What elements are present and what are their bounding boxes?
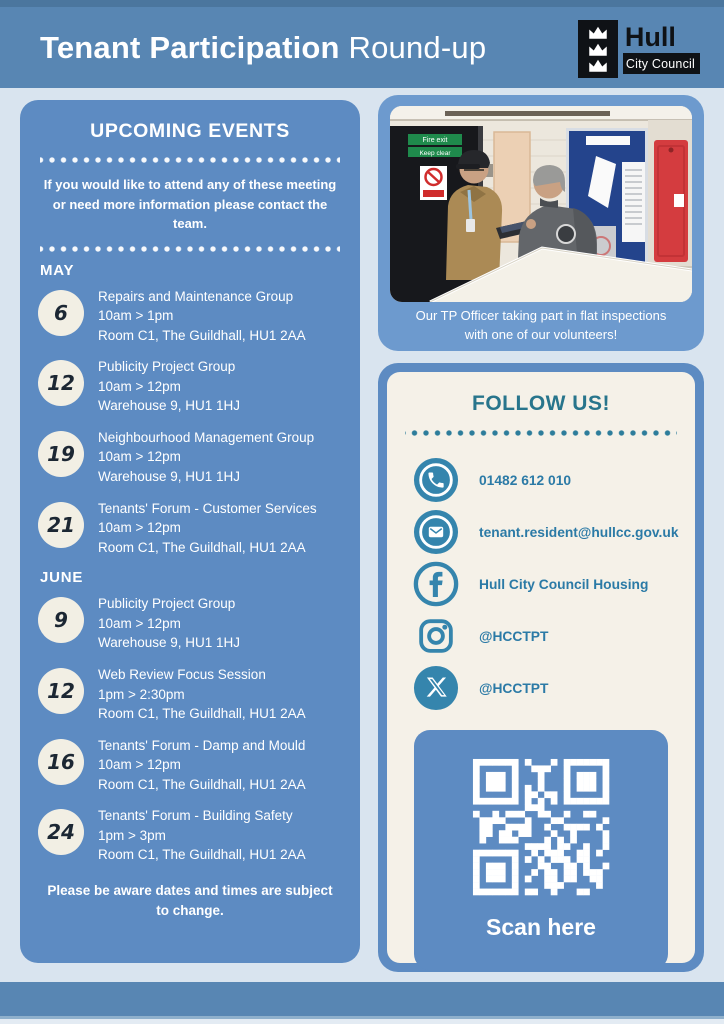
event-day-badge bbox=[38, 290, 84, 336]
event-day-number: 19 bbox=[47, 441, 75, 466]
event-day-number: 12 bbox=[47, 371, 75, 396]
footer-light-strip bbox=[0, 1019, 724, 1024]
qr-scan-label: Scan here bbox=[486, 914, 596, 940]
event-location: Warehouse 9, HU1 1HJ bbox=[98, 398, 241, 414]
email-address[interactable]: tenant.resident@hullcc.gov.uk bbox=[479, 524, 679, 540]
logo-hull-text: Hull bbox=[623, 24, 700, 55]
facebook-icon bbox=[413, 561, 459, 607]
hull-city-council-logo bbox=[578, 20, 700, 78]
follow-us-panel bbox=[378, 363, 704, 972]
event-title: Publicity Project Group bbox=[98, 596, 236, 612]
contact-row-instagram[interactable] bbox=[413, 610, 679, 662]
contact-row-facebook[interactable] bbox=[413, 558, 679, 610]
events-panel-title: UPCOMING EVENTS bbox=[90, 120, 290, 142]
event-time: 1pm > 3pm bbox=[98, 827, 166, 843]
event-location: Warehouse 9, HU1 1HJ bbox=[98, 469, 241, 484]
event-title: Web Review Focus Session bbox=[98, 666, 266, 682]
event-day-badge bbox=[38, 739, 84, 785]
dotted-divider bbox=[40, 246, 340, 252]
event-location: Room C1, The Guildhall, HU1 2AA bbox=[98, 847, 306, 863]
events-list bbox=[38, 262, 342, 866]
event-location: Room C1, The Guildhall, HU1 2AA bbox=[98, 776, 306, 792]
qr-panel[interactable] bbox=[414, 730, 668, 970]
event-title: Tenants' Forum - Customer Services bbox=[98, 500, 317, 516]
photo-caption bbox=[390, 307, 692, 345]
event-day-badge bbox=[38, 502, 84, 548]
keep-clear-sign-text: Keep clear bbox=[419, 150, 451, 157]
event-day-number: 6 bbox=[54, 300, 68, 325]
photo-caption-line2: with one of our volunteers! bbox=[464, 326, 618, 342]
events-footnote: Please be aware dates and times are subject to change. bbox=[47, 883, 333, 919]
event-title: Tenants' Forum - Damp and Mould bbox=[98, 737, 306, 753]
event-location: Room C1, The Guildhall, HU1 2AA bbox=[98, 327, 306, 343]
event-day-number: 16 bbox=[47, 749, 75, 774]
upcoming-events-panel bbox=[20, 100, 360, 963]
event-item bbox=[38, 428, 342, 487]
page-title-regular: Round-up bbox=[339, 29, 487, 65]
event-time: 10am > 12pm bbox=[98, 449, 181, 465]
photo-caption-line1: Our TP Officer taking part in flat inspections bbox=[415, 308, 667, 323]
event-location: Room C1, The Guildhall, HU1 2AA bbox=[98, 539, 306, 555]
event-title: Tenants' Forum - Building Safety bbox=[98, 808, 293, 824]
phone-icon bbox=[413, 457, 459, 503]
contact-row-x[interactable] bbox=[413, 662, 679, 714]
phone-number[interactable]: 01482 612 010 bbox=[479, 472, 572, 488]
page-title bbox=[0, 30, 486, 66]
dotted-divider bbox=[40, 157, 340, 163]
event-time: 1pm > 2:30pm bbox=[98, 686, 185, 702]
event-item bbox=[38, 594, 342, 653]
event-day-number: 21 bbox=[47, 512, 75, 537]
event-day-badge bbox=[38, 431, 84, 477]
qr-code[interactable] bbox=[460, 746, 622, 908]
event-item bbox=[38, 806, 342, 865]
x-icon bbox=[413, 665, 459, 711]
footer-bar bbox=[0, 982, 724, 1016]
event-item bbox=[38, 287, 342, 346]
event-time: 10am > 12pm bbox=[98, 757, 181, 773]
event-title: Neighbourhood Management Group bbox=[98, 429, 315, 445]
follow-us-title: FOLLOW US! bbox=[472, 392, 610, 415]
event-item bbox=[38, 357, 342, 416]
event-item bbox=[38, 736, 342, 795]
event-item bbox=[38, 499, 342, 558]
event-location: Warehouse 9, HU1 1HJ bbox=[98, 635, 241, 651]
photo-flat-inspection bbox=[390, 106, 692, 302]
fire-exit-sign-text: Fire exit bbox=[422, 137, 448, 144]
event-item bbox=[38, 665, 342, 724]
event-day-number: 12 bbox=[47, 678, 75, 703]
photo-panel bbox=[378, 95, 704, 351]
event-time: 10am > 1pm bbox=[98, 308, 174, 324]
event-location: Room C1, The Guildhall, HU1 2AA bbox=[98, 706, 306, 722]
email-icon bbox=[413, 509, 459, 555]
instagram-icon bbox=[413, 613, 459, 659]
month-label: MAY bbox=[40, 261, 75, 279]
event-day-badge bbox=[38, 597, 84, 643]
crown-icon bbox=[578, 20, 618, 78]
contact-row-email[interactable] bbox=[413, 506, 679, 558]
event-time: 10am > 12pm bbox=[98, 378, 181, 394]
logo-city-council-text: City Council bbox=[623, 55, 700, 74]
month-block bbox=[38, 262, 342, 558]
x-handle[interactable]: @HCCTPT bbox=[479, 680, 549, 696]
event-day-badge bbox=[38, 668, 84, 714]
header-bar bbox=[0, 0, 724, 88]
event-title: Publicity Project Group bbox=[98, 359, 236, 375]
event-day-badge bbox=[38, 360, 84, 406]
page-title-bold: Tenant Participation bbox=[40, 29, 340, 65]
event-time: 10am > 12pm bbox=[98, 520, 181, 536]
events-intro-text: If you would like to attend any of these meeting or need more information please contact the team. bbox=[43, 177, 337, 231]
instagram-handle[interactable]: @HCCTPT bbox=[479, 628, 549, 644]
follow-rows bbox=[413, 454, 679, 714]
event-title: Repairs and Maintenance Group bbox=[98, 288, 294, 304]
month-label: JUNE bbox=[40, 569, 84, 587]
facebook-handle[interactable]: Hull City Council Housing bbox=[479, 576, 649, 592]
contact-row-phone[interactable] bbox=[413, 454, 679, 506]
dotted-divider bbox=[405, 430, 677, 436]
event-day-number: 24 bbox=[47, 820, 75, 845]
event-day-number: 9 bbox=[54, 608, 68, 633]
event-day-badge bbox=[38, 809, 84, 855]
event-time: 10am > 12pm bbox=[98, 615, 181, 631]
month-block bbox=[38, 569, 342, 865]
